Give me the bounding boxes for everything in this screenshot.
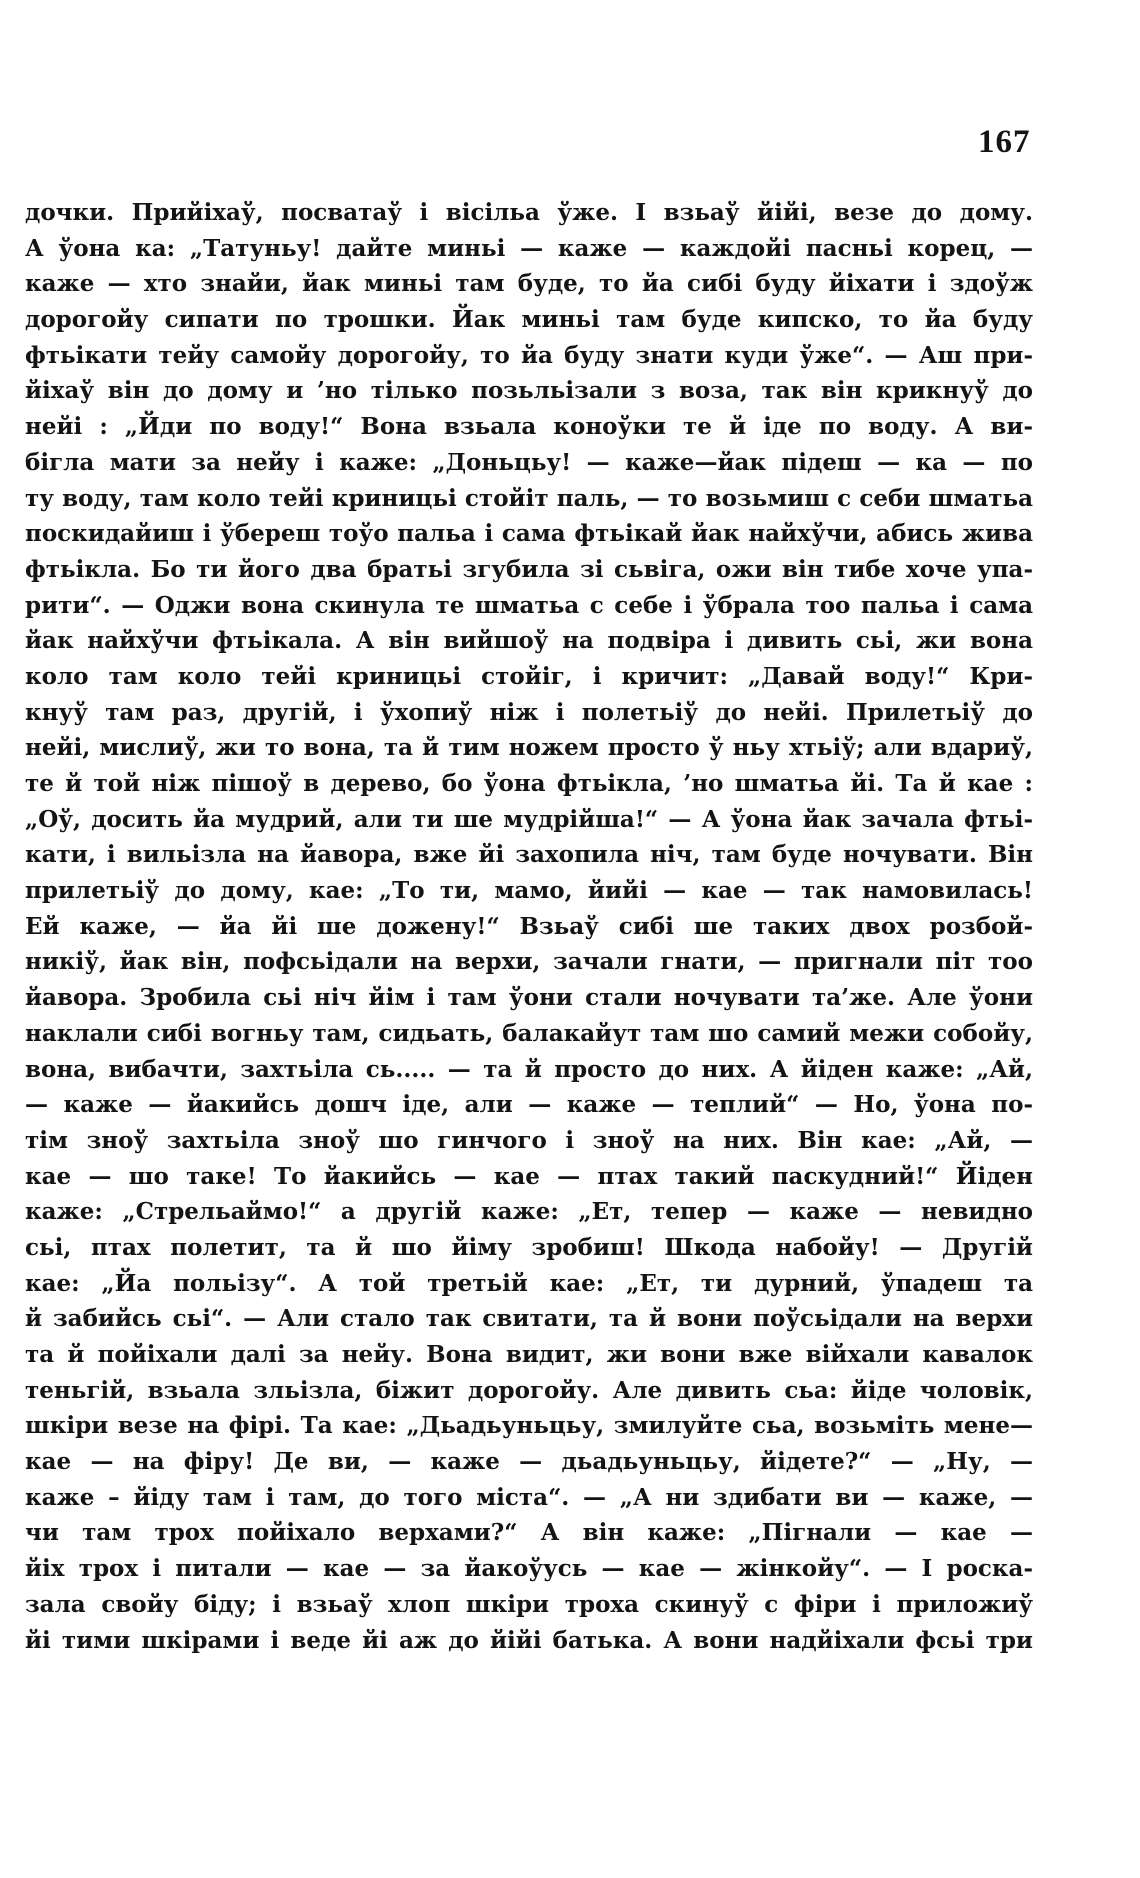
text-line: кае: „Йа польізу“. А той третьій кае: „Ет, ти дурний, ўпадеш та bbox=[25, 1269, 1033, 1297]
text-line: шкіри везе на фірі. Та кае: „Дьадьуньцьу, змилуйте сьа, возьміть мене— bbox=[25, 1412, 1033, 1440]
text-line: кае — шо таке! То йакийсь — кае — птах такий паскудний!“ Йіден bbox=[25, 1162, 1033, 1190]
text-line: каже – йіду там і там, до того міста“. — „А ни здибати ви — каже, — bbox=[25, 1483, 1033, 1511]
text-line: поскидайиш і ўбереш тоўо пальа і сама фтьікай йак найхўчи, абись жива bbox=[25, 520, 1033, 548]
text-line: йіх трох і питали — кае — за йакоўусь — кае — жінкойу“. — І роска- bbox=[25, 1555, 1033, 1583]
text-line: каже — хто знайи, йак миньі там буде, то йа сибі буду йіхати і здоўж bbox=[25, 270, 1033, 298]
text-line: вона, вибачти, захтьіла сь..... — та й просто до них. А йіден каже: „Ай, bbox=[25, 1055, 1033, 1083]
text-line: каже: „Стрельаймо!“ а другій каже: „Ет, тепер — каже — невидно bbox=[25, 1198, 1033, 1226]
text-line: нейі : „Йди по воду!“ Вона взьала коноўки те й іде по воду. А ви- bbox=[25, 413, 1033, 441]
text-line: ту воду, там коло тейі криницьі стойіт паль, — то возьмиш с себи шматьа bbox=[25, 484, 1033, 512]
text-line: „Оў, досить йа мудрий, али ти ше мудрійша!“ — А ўона йак зачала фтьі- bbox=[25, 805, 1033, 833]
text-line: чи там трох пойіхало верхами?“ А він каже: „Пігнали — кае — bbox=[25, 1519, 1033, 1547]
text-line: наклали сибі вогньу там, сидьать, балакайут там шо самий межи собойу, bbox=[25, 1019, 1033, 1047]
text-line: дочки. Прийіхаў, посватаў і вісільа ўже. І взьаў йійі, везе до дому. bbox=[25, 199, 1033, 226]
text-line: никіў, йак він, пофсьідали на верхи, зачали гнати, — пригнали піт тоо bbox=[25, 948, 1033, 976]
text-line: йіхаў він до дому и ’но тілько позьльізали з воза, так він крикнуў до bbox=[25, 377, 1033, 405]
text-line: сьі, птах полетит, та й шо йіму зробиш! Шкода набойу! — Другій bbox=[25, 1233, 1033, 1261]
text-line: кнуў там раз, другій, і ўхопиў ніж і полетьіў до нейі. Прилетьіў до bbox=[25, 698, 1033, 726]
text-line: тім зноў захтьіла зноў шо гинчого і зноў на них. Він кае: „Ай, — bbox=[25, 1126, 1033, 1154]
text-line: кати, і вильізла на йавора, вже йі захопила ніч, там буде ночувати. Він bbox=[25, 841, 1033, 869]
text-line: теньгій, взьала зльізла, біжит дорогойу. Але дивить сьа: йіде чоловік, bbox=[25, 1376, 1033, 1404]
text-line: дорогойу сипати по трошки. Йак миньі там буде кипско, то йа буду bbox=[25, 306, 1033, 334]
text-line: йі тими шкірами і веде йі аж до йійі батька. А вони надйіхали фсьі три bbox=[25, 1626, 1033, 1654]
page-number: 167 bbox=[978, 124, 1031, 160]
text-line: зала свойу біду; і взьаў хлоп шкіри троха скинуў с фіри і приложиў bbox=[25, 1590, 1033, 1618]
text-line: йак найхўчи фтьікала. А він вийшоў на подвіра і дивить сьі, жи вона bbox=[25, 627, 1033, 655]
text-line: та й пойіхали далі за нейу. Вона видит, жи вони вже війхали кавалок bbox=[25, 1341, 1033, 1368]
body-text bbox=[25, 195, 1033, 1658]
text-line: нейі, мислиў, жи то вона, та й тим ножем просто ў ньу хтьіў; али вдариў, bbox=[25, 734, 1033, 762]
text-line: рити“. — Оджи вона скинула те шматьа с себе і ўбрала тоо пальа і сама bbox=[25, 591, 1033, 619]
text-line: — каже — йакийсь дошч іде, али — каже — теплий“ — Но, ўона по- bbox=[25, 1091, 1033, 1119]
text-line: те й той ніж пішоў в дерево, бо ўона фтьікла, ’но шматьа йі. Та й кае : bbox=[25, 770, 1033, 797]
text-line: А ўона ка: „Татуньу! дайте миньі — каже — каждойі пасньі корец, — bbox=[25, 234, 1033, 262]
text-line: йавора. Зробила сьі ніч йім і там ўони стали ночувати та’же. Але ўони bbox=[25, 984, 1033, 1012]
text-line: Ей каже, — йа йі ше дожену!“ Взьаў сибі ше таких двох розбой- bbox=[25, 912, 1033, 940]
text-line: кае — на фіру! Де ви, — каже — дьадьуньцьу, йідете?“ — „Ну, — bbox=[25, 1448, 1033, 1476]
text-line: бігла мати за нейу і каже: „Доньцьу! — каже—йак підеш — ка — по bbox=[25, 448, 1033, 476]
text-line: фтьікла. Бо ти його два братьі згубила зі сьвіга, ожи він тибе хоче упа- bbox=[25, 555, 1033, 583]
text-line: фтьікати тейу самойу дорогойу, то йа буду знати куди ўже“. — Аш при- bbox=[25, 341, 1033, 369]
text-line: прилетьіў до дому, кае: „То ти, мамо, йийі — кае — так намовилась! bbox=[25, 877, 1033, 905]
text-line: й забийсь сьі“. — Али стало так свитати, та й вони поўсьідали на верхи bbox=[25, 1305, 1033, 1333]
text-line: коло там коло тейі криницьі стойіг, і кричит: „Давай воду!“ Кри- bbox=[25, 662, 1033, 690]
